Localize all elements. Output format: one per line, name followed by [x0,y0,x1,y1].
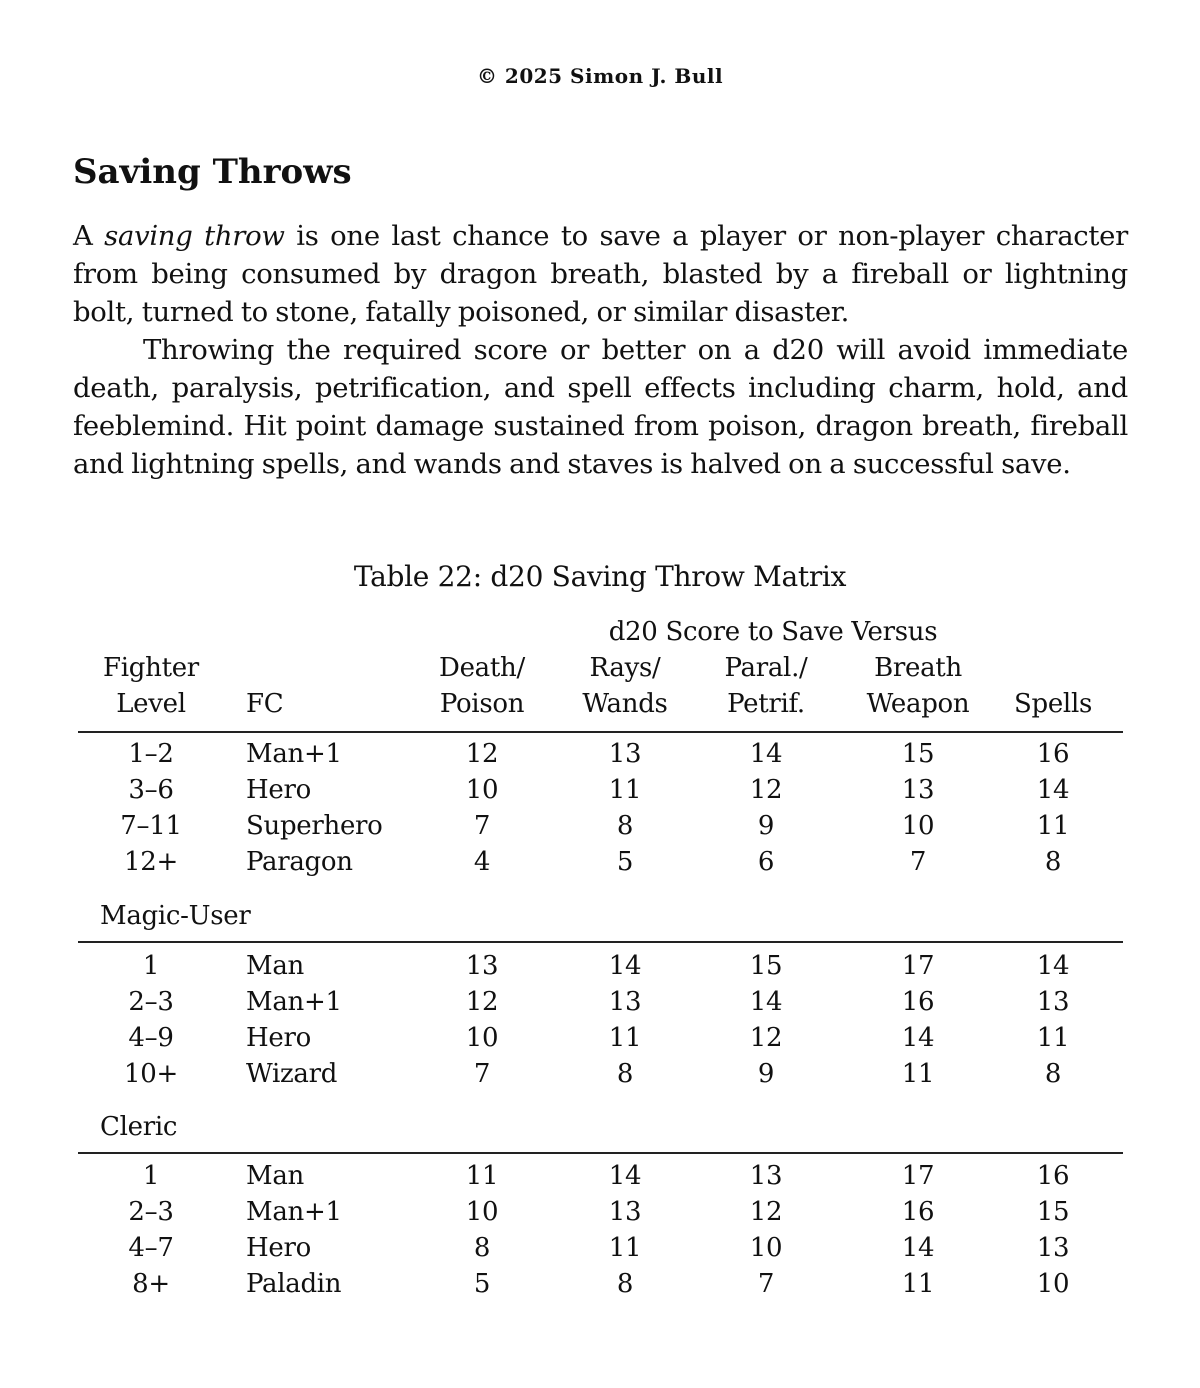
section-label: Magic-User [100,901,251,931]
cell-rays-wands: 11 [608,1233,642,1263]
cell-level: 2–3 [128,1197,174,1227]
table-rule [78,1152,1123,1154]
cell-death-poison: 12 [465,739,499,769]
cell-paral-petrif: 14 [749,987,783,1017]
cell-paral-petrif: 15 [749,951,783,981]
cell-level: 4–9 [128,1023,174,1053]
cell-breath-weapon: 11 [901,1059,935,1089]
cell-rays-wands: 14 [608,951,642,981]
cell-level: 2–3 [128,987,174,1017]
section-body [73,217,1128,483]
cell-rays-wands: 11 [608,1023,642,1053]
cell-spells: 14 [1036,951,1070,981]
cell-breath-weapon: 7 [909,847,927,877]
cell-fc: Man [246,951,304,981]
cell-rays-wands: 5 [616,847,634,877]
table-group-header-row [78,617,1123,651]
cell-death-poison: 11 [465,1161,499,1191]
cell-paral-petrif: 12 [749,775,783,805]
cell-spells: 14 [1036,775,1070,805]
table-rule [78,941,1123,943]
section-heading: Saving Throws [73,152,352,192]
cell-level: 1 [142,1161,160,1191]
copyright-notice: © 2025 Simon J. Bull [476,64,724,88]
cell-rays-wands: 8 [616,811,634,841]
table-row [78,847,1123,883]
cell-level: 8+ [132,1269,170,1299]
table-rule [78,731,1123,733]
cell-fc: Hero [246,775,311,805]
paragraph-1 [73,217,1128,331]
cell-rays-wands: 13 [608,739,642,769]
header-spells: Spells [1013,689,1092,719]
cell-spells: 16 [1036,1161,1070,1191]
header-rays-line1: Rays/ [589,653,661,683]
cell-breath-weapon: 17 [901,951,935,981]
cell-death-poison: 12 [465,987,499,1017]
cell-breath-weapon: 11 [901,1269,935,1299]
table-row [78,951,1123,987]
cell-breath-weapon: 16 [901,987,935,1017]
cell-paral-petrif: 12 [749,1197,783,1227]
cell-paral-petrif: 7 [757,1269,775,1299]
cell-fc: Hero [246,1233,311,1263]
cell-breath-weapon: 14 [901,1023,935,1053]
table-header-row-1 [78,653,1123,687]
cell-fc: Wizard [246,1059,338,1089]
cell-spells: 13 [1036,987,1070,1017]
header-death-line1: Death/ [439,653,525,683]
cell-fc: Man+1 [246,739,342,769]
cell-paral-petrif: 9 [757,811,775,841]
cell-rays-wands: 11 [608,775,642,805]
paragraph-1-rest: is one last chance to save a player or non-player character from being consumed by dragon breath, blasted by a fireball or lightning bolt, turned to stone, fatally poisoned, or similar disaster. [73,220,1128,328]
cell-breath-weapon: 10 [901,811,935,841]
cell-death-poison: 4 [473,847,491,877]
table-row [78,811,1123,847]
group-header: d20 Score to Save Versus [608,617,938,647]
table-row [78,1059,1123,1095]
cell-death-poison: 7 [473,811,491,841]
cell-paral-petrif: 9 [757,1059,775,1089]
header-breath-line2: Weapon [866,689,970,719]
cell-rays-wands: 13 [608,987,642,1017]
cell-level: 3–6 [128,775,174,805]
cell-level: 1 [142,951,160,981]
cell-paral-petrif: 12 [749,1023,783,1053]
emphasized-term: saving throw [104,220,285,252]
cell-level: 1–2 [128,739,174,769]
table-row [78,1197,1123,1233]
cell-paral-petrif: 10 [749,1233,783,1263]
header-paral-line2: Petrif. [727,689,805,719]
cell-breath-weapon: 13 [901,775,935,805]
cell-spells: 16 [1036,739,1070,769]
cell-level: 7–11 [120,811,182,841]
paragraph-2: Throwing the required score or better on a d20 will avoid immediate death, paralysis, petrification, and spell effects including charm, hold, and feeblemind. Hit point damage sustained from poison, dragon breath, fireball and lightning spells, and wands and staves is halved on a successful save. [73,334,1128,480]
header-level-line2: Level [116,689,186,719]
table-row [78,987,1123,1023]
cell-death-poison: 10 [465,1023,499,1053]
table-row [78,1233,1123,1269]
cell-fc: Man [246,1161,304,1191]
cell-spells: 8 [1044,847,1062,877]
table-row [78,1161,1123,1197]
cell-fc: Paragon [246,847,353,877]
paragraph-1-start: A [73,220,105,252]
cell-spells: 11 [1036,1023,1070,1053]
header-paral-line1: Paral./ [724,653,808,683]
cell-spells: 11 [1036,811,1070,841]
cell-paral-petrif: 6 [757,847,775,877]
table-row [78,1269,1123,1305]
header-death-line2: Poison [439,689,525,719]
header-breath-line1: Breath [874,653,962,683]
cell-spells: 10 [1036,1269,1070,1299]
cell-spells: 8 [1044,1059,1062,1089]
cell-paral-petrif: 14 [749,739,783,769]
cell-fc: Hero [246,1023,311,1053]
cell-death-poison: 7 [473,1059,491,1089]
cell-death-poison: 10 [465,775,499,805]
cell-rays-wands: 8 [616,1059,634,1089]
cell-rays-wands: 8 [616,1269,634,1299]
cell-level: 12+ [124,847,178,877]
cell-death-poison: 13 [465,951,499,981]
cell-death-poison: 10 [465,1197,499,1227]
cell-paral-petrif: 13 [749,1161,783,1191]
header-rays-line2: Wands [582,689,668,719]
cell-fc: Man+1 [246,1197,342,1227]
cell-death-poison: 5 [473,1269,491,1299]
table-row [78,775,1123,811]
cell-death-poison: 8 [473,1233,491,1263]
cell-rays-wands: 14 [608,1161,642,1191]
cell-rays-wands: 13 [608,1197,642,1227]
cell-fc: Man+1 [246,987,342,1017]
table-row [78,1023,1123,1059]
cell-breath-weapon: 14 [901,1233,935,1263]
section-label: Cleric [100,1112,178,1142]
cell-spells: 15 [1036,1197,1070,1227]
header-fc: FC [246,689,284,719]
table-row [78,739,1123,775]
cell-breath-weapon: 16 [901,1197,935,1227]
cell-level: 4–7 [128,1233,174,1263]
cell-fc: Superhero [246,811,383,841]
table-header-row-2 [78,689,1123,723]
cell-level: 10+ [124,1059,178,1089]
header-level-line1: Fighter [103,653,199,683]
cell-breath-weapon: 17 [901,1161,935,1191]
table-caption: Table 22: d20 Saving Throw Matrix [353,560,847,593]
cell-fc: Paladin [246,1269,342,1299]
cell-spells: 13 [1036,1233,1070,1263]
cell-breath-weapon: 15 [901,739,935,769]
